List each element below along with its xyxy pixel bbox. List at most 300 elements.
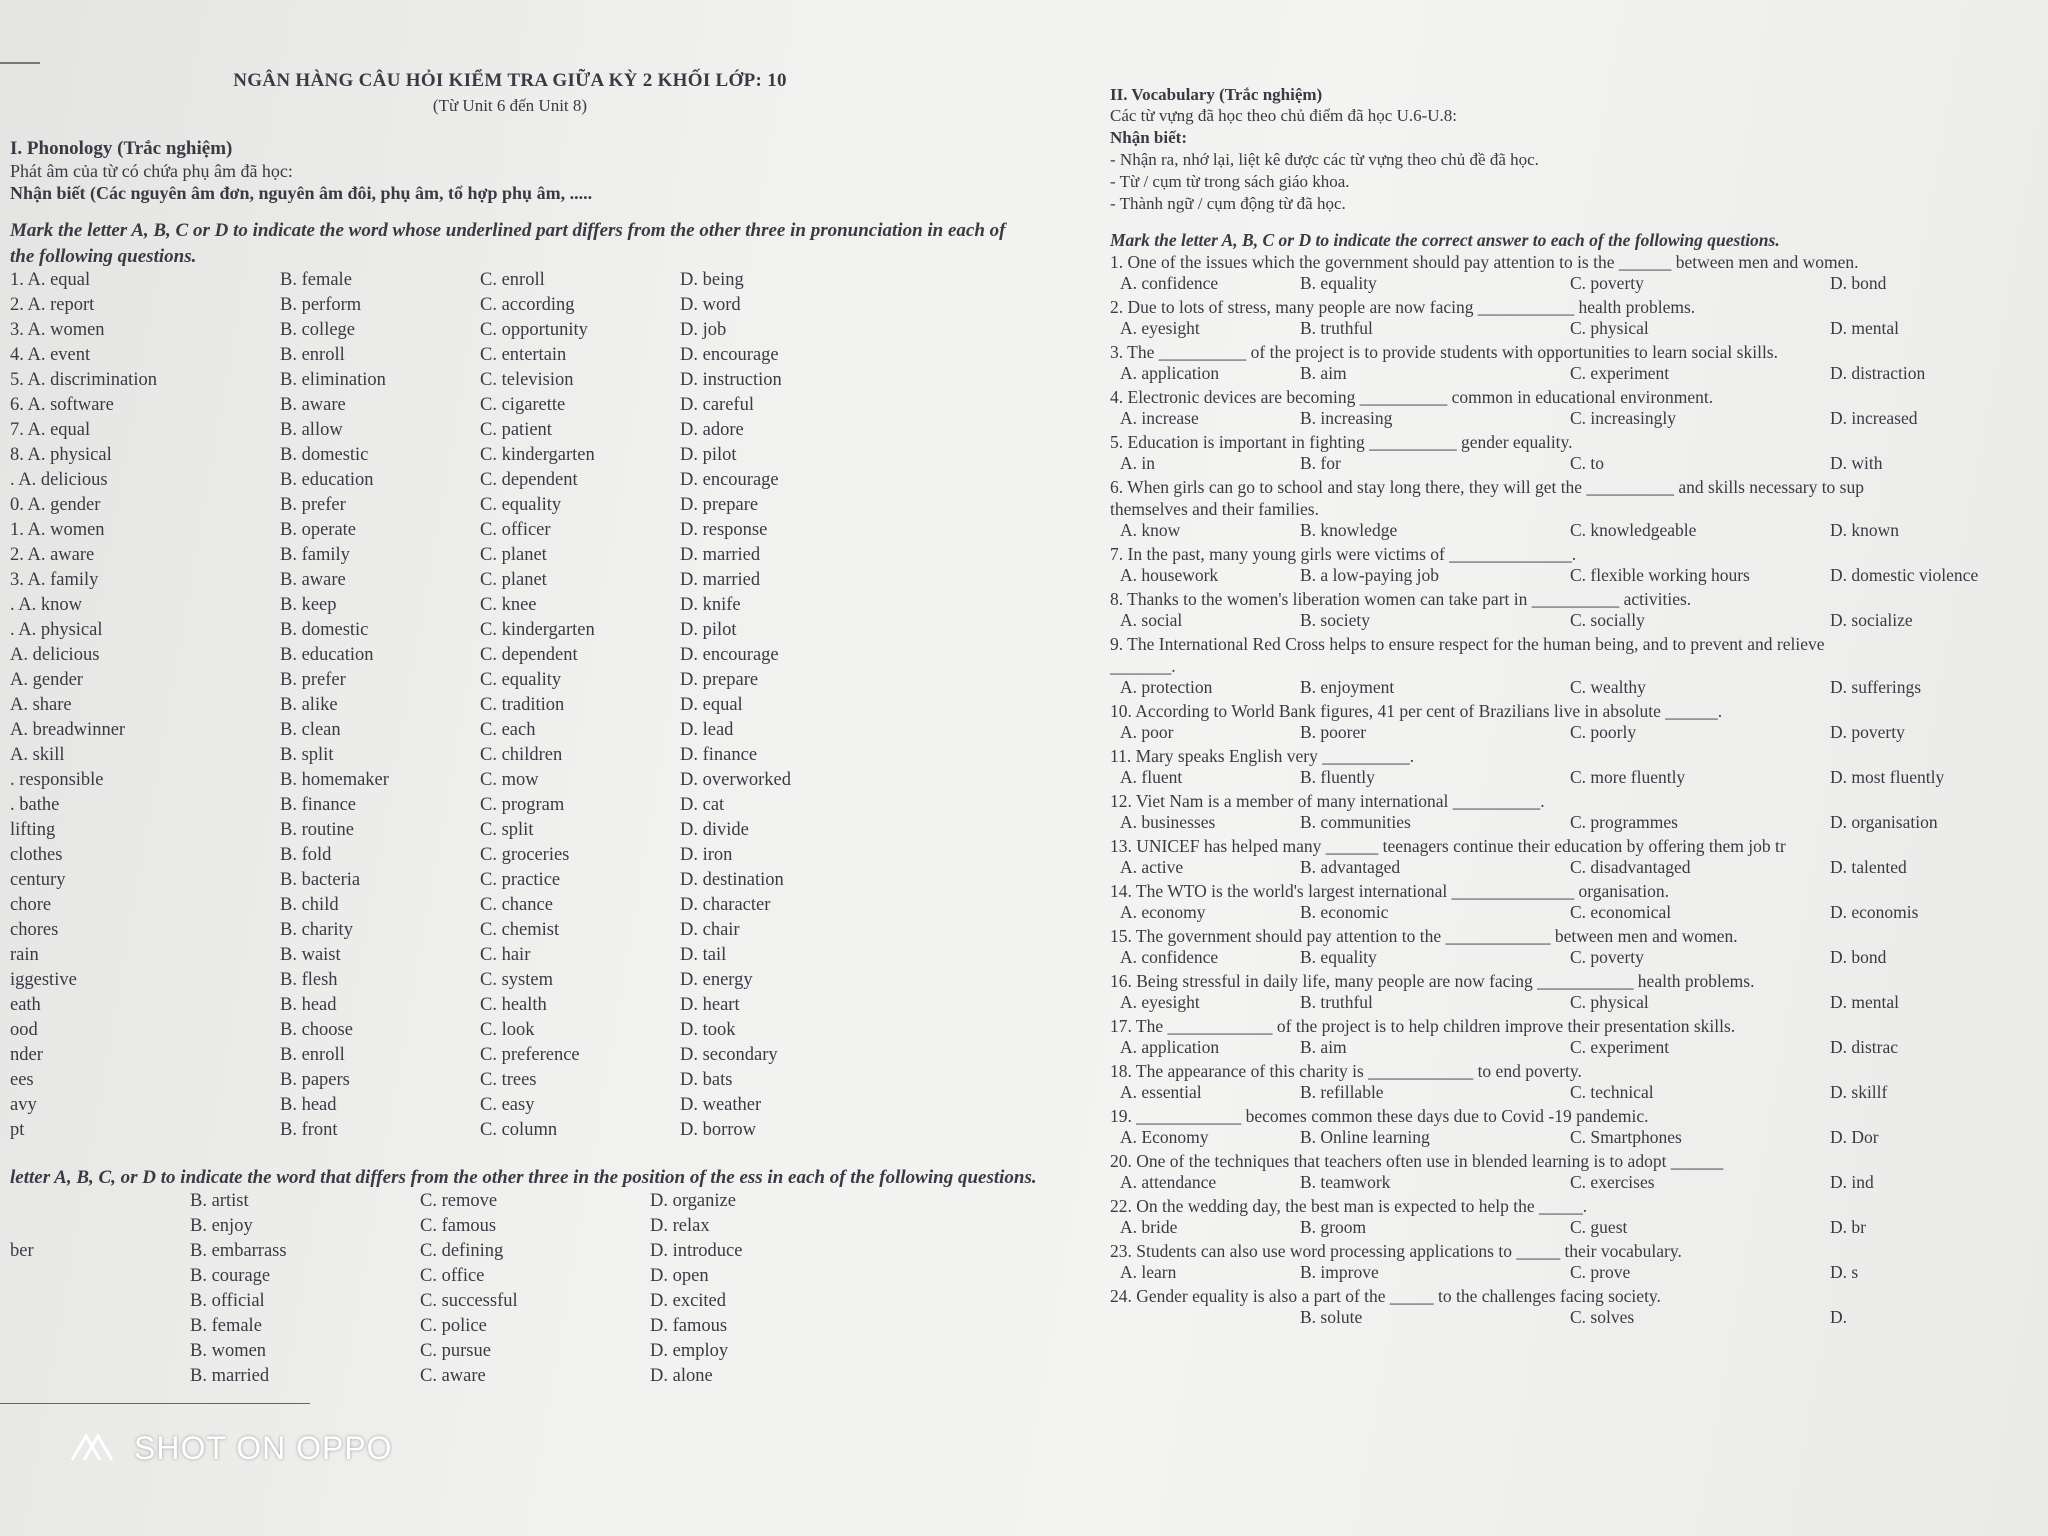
option-c: C. column — [480, 1120, 558, 1140]
option-c: C. prove — [1570, 1262, 1631, 1282]
option-c: C. programmes — [1570, 812, 1678, 832]
option-d: D. open — [650, 1266, 709, 1286]
option-b: B. flesh — [280, 970, 338, 990]
option-d: D. heart — [680, 995, 740, 1015]
option-b: B. routine — [280, 820, 354, 840]
vocabulary-question — [1110, 1105, 2048, 1150]
pronunciation-question — [10, 745, 1090, 770]
option-c: C. physical — [1570, 992, 1649, 1012]
question-stem: 17. The ____________ of the project is to help children improve their presentation skills. — [1110, 1016, 1736, 1036]
option-b: B. courage — [190, 1266, 271, 1286]
question-stem: 9. The International Red Cross helps to ensure respect for the human being, and to prevent and relieve — [1110, 634, 1825, 654]
option-b: B. official — [190, 1291, 265, 1311]
pronunciation-question — [10, 1070, 1090, 1095]
option-a: 1. A. women — [10, 520, 105, 540]
answer-options — [1110, 318, 2048, 341]
option-c: C. knowledgeable — [1570, 520, 1697, 540]
answer-options — [1110, 947, 2048, 970]
option-c: C. experiment — [1570, 1037, 1670, 1057]
option-d: D. introduce — [650, 1241, 743, 1261]
corner-mark — [0, 62, 40, 64]
option-a: . A. delicious — [10, 470, 108, 490]
option-d: D. instruction — [680, 370, 782, 390]
exam-subtitle: (Từ Unit 6 đến Unit 8) — [432, 96, 588, 115]
option-c: C. Smartphones — [1570, 1127, 1682, 1147]
vocabulary-question-list — [1110, 251, 2048, 1330]
option-d: D. married — [680, 570, 761, 590]
option-b: B. teamwork — [1300, 1172, 1391, 1192]
option-a: 4. A. event — [10, 345, 91, 365]
option-b: B. domestic — [280, 620, 369, 640]
question-stem: 7. In the past, many young girls were victims of ______________. — [1110, 544, 1577, 564]
vocabulary-question — [1110, 341, 2048, 386]
question-stem: 2. Due to lots of stress, many people are now facing ___________ health problems. — [1110, 297, 1696, 317]
vocabulary-question — [1110, 633, 2048, 700]
option-c: C. wealthy — [1570, 677, 1646, 697]
option-d: D. word — [680, 295, 741, 315]
option-a: lifting — [10, 820, 56, 840]
answer-options — [1110, 902, 2048, 925]
vocabulary-line5: - Thành ngữ / cụm động từ đã học. — [1110, 194, 1346, 213]
right-column — [1110, 85, 2048, 1330]
pronunciation-question — [10, 970, 1090, 995]
option-a: A. skill — [10, 745, 65, 765]
option-b: B. waist — [280, 945, 341, 965]
option-d: D. prepare — [680, 495, 759, 515]
answer-options — [1110, 453, 2048, 476]
option-c: C. according — [480, 295, 575, 315]
option-c: C. dependent — [480, 645, 578, 665]
option-c: C. aware — [420, 1366, 486, 1386]
option-d: D. most fluently — [1830, 767, 1945, 787]
question-stem: 3. The __________ of the project is to provide students with opportunities to learn social skills. — [1110, 342, 1778, 362]
pronunciation-question — [10, 295, 1090, 320]
option-b: B. refillable — [1300, 1082, 1384, 1102]
option-d: D. being — [680, 270, 744, 290]
option-b: B. aware — [280, 570, 346, 590]
answer-options — [1110, 520, 2048, 543]
option-b: B. college — [280, 320, 356, 340]
option-a: 8. A. physical — [10, 445, 112, 465]
option-d: D. skillf — [1830, 1082, 1888, 1102]
stress-question — [10, 1191, 1090, 1216]
pronunciation-question — [10, 920, 1090, 945]
option-d: D. relax — [650, 1216, 710, 1236]
option-b: B. improve — [1300, 1262, 1379, 1282]
answer-options — [1110, 565, 2048, 588]
option-b: B. choose — [280, 1020, 353, 1040]
pronunciation-question — [10, 370, 1090, 395]
answer-options — [1110, 1307, 2048, 1330]
option-a: nder — [10, 1045, 43, 1065]
question-stem: 24. Gender equality is also a part of the _____ to the challenges facing society. — [1110, 1286, 1661, 1306]
stress-question — [10, 1291, 1090, 1316]
option-b: B. finance — [280, 795, 357, 815]
option-c: C. planet — [480, 570, 547, 590]
option-b: B. embarrass — [190, 1241, 287, 1261]
pronunciation-question — [10, 445, 1090, 470]
option-d: D. destination — [680, 870, 784, 890]
option-a: . bathe — [10, 795, 60, 815]
option-d: D. talented — [1830, 857, 1907, 877]
option-b: B. head — [280, 995, 337, 1015]
option-a: 7. A. equal — [10, 420, 91, 440]
option-b: B. enroll — [280, 1045, 345, 1065]
question-stem: 11. Mary speaks English very __________. — [1110, 746, 1415, 766]
option-d: D. borrow — [680, 1120, 757, 1140]
option-b: B. truthful — [1300, 992, 1373, 1012]
option-c: C. look — [480, 1020, 535, 1040]
option-a: A. application — [1120, 363, 1220, 383]
question-stem: 23. Students can also use word processing applications to _____ their vocabulary. — [1110, 1241, 1682, 1261]
option-d: D. sufferings — [1830, 677, 1922, 697]
exam-title: NGÂN HÀNG CÂU HỎI KIỂM TRA GIỮA KỲ 2 KHỐI LỚP: 10 — [233, 70, 787, 91]
option-b: B. women — [190, 1341, 267, 1361]
pronunciation-question — [10, 1045, 1090, 1070]
option-a: A. essential — [1120, 1082, 1202, 1102]
option-b: B. education — [280, 470, 374, 490]
pronunciation-question — [10, 1020, 1090, 1045]
pronunciation-question — [10, 395, 1090, 420]
option-b: B. education — [280, 645, 374, 665]
option-b: B. operate — [280, 520, 357, 540]
option-a: A. active — [1120, 857, 1184, 877]
option-c: C. guest — [1570, 1217, 1628, 1237]
option-c: C. groceries — [480, 845, 570, 865]
option-c: C. physical — [1570, 318, 1649, 338]
option-c: C. preference — [480, 1045, 580, 1065]
option-d: D. bats — [680, 1070, 733, 1090]
option-b: B. bacteria — [280, 870, 361, 890]
answer-options — [1110, 677, 2048, 700]
pronunciation-question — [10, 520, 1090, 545]
option-d: D. poverty — [1830, 722, 1905, 742]
option-a: rain — [10, 945, 39, 965]
option-c: C. pursue — [420, 1341, 491, 1361]
pronunciation-question — [10, 945, 1090, 970]
answer-options — [1110, 1217, 2048, 1240]
option-d: D. bond — [1830, 273, 1887, 293]
option-a: pt — [10, 1120, 25, 1140]
option-b: B. fold — [280, 845, 332, 865]
phonology-line2: Nhận biết (Các nguyên âm đơn, nguyên âm đôi, phụ âm, tổ hợp phụ âm, ..... — [10, 183, 593, 203]
option-a: A. housework — [1120, 565, 1219, 585]
option-d: D. mental — [1830, 318, 1900, 338]
option-d: D. organisation — [1830, 812, 1938, 832]
option-a: avy — [10, 1095, 37, 1115]
option-d: D. character — [680, 895, 771, 915]
option-d: D. response — [680, 520, 768, 540]
option-d: D. divide — [680, 820, 749, 840]
pronunciation-question — [10, 320, 1090, 345]
option-d: D. lead — [680, 720, 734, 740]
option-c: C. cigarette — [480, 395, 566, 415]
option-a: A. eyesight — [1120, 318, 1200, 338]
vocabulary-question — [1110, 970, 2048, 1015]
pronunciation-question — [10, 995, 1090, 1020]
option-b: B. homemaker — [280, 770, 389, 790]
option-c: C. socially — [1570, 610, 1645, 630]
answer-options — [1110, 1037, 2048, 1060]
option-a: A. protection — [1120, 677, 1213, 697]
option-b: B. solute — [1300, 1307, 1363, 1327]
option-b: B. economic — [1300, 902, 1389, 922]
pronunciation-question — [10, 420, 1090, 445]
option-c: C. poorly — [1570, 722, 1637, 742]
option-b: B. Online learning — [1300, 1127, 1430, 1147]
left-column — [10, 70, 1090, 1391]
vocabulary-question — [1110, 1285, 2048, 1330]
pronunciation-question — [10, 820, 1090, 845]
option-c: C. chemist — [480, 920, 560, 940]
stress-question-list — [10, 1191, 1090, 1391]
option-a: A. share — [10, 695, 72, 715]
question-stem-continued: themselves and their families. — [1110, 499, 1319, 519]
pronunciation-question — [10, 870, 1090, 895]
option-a: ber — [10, 1241, 34, 1261]
option-a: A. confidence — [1120, 947, 1219, 967]
option-b: B. child — [280, 895, 339, 915]
question-stem: 19. ____________ becomes common these days due to Covid -19 pandemic. — [1110, 1106, 1649, 1126]
vocabulary-question — [1110, 1240, 2048, 1285]
question-stem: 22. On the wedding day, the best man is expected to help the _____. — [1110, 1196, 1588, 1216]
option-c: C. economical — [1570, 902, 1672, 922]
option-a: A. know — [1120, 520, 1181, 540]
option-d: D. job — [680, 320, 727, 340]
question-stem: 14. The WTO is the world's largest international ______________ organisation. — [1110, 881, 1670, 901]
option-d: D. economis — [1830, 902, 1919, 922]
option-a: A. application — [1120, 1037, 1220, 1057]
vocabulary-question — [1110, 1060, 2048, 1105]
option-a: . A. know — [10, 595, 82, 615]
option-c: C. trees — [480, 1070, 537, 1090]
option-a: eath — [10, 995, 41, 1015]
option-a: 6. A. software — [10, 395, 114, 415]
option-b: B. female — [280, 270, 352, 290]
option-c: C. famous — [420, 1216, 497, 1236]
vocabulary-question — [1110, 296, 2048, 341]
option-b: B. communities — [1300, 812, 1411, 832]
pronunciation-question — [10, 545, 1090, 570]
option-b: B. aim — [1300, 1037, 1347, 1057]
option-c: C. to — [1570, 453, 1605, 473]
pronunciation-question — [10, 1095, 1090, 1120]
option-a: chore — [10, 895, 52, 915]
option-d: D. mental — [1830, 992, 1900, 1012]
option-b: B. knowledge — [1300, 520, 1398, 540]
option-c: C. equality — [480, 670, 562, 690]
option-d: D. distraction — [1830, 363, 1926, 383]
option-b: B. aware — [280, 395, 346, 415]
option-c: C. disadvantaged — [1570, 857, 1691, 877]
option-a: A. in — [1120, 453, 1155, 473]
vocabulary-question — [1110, 790, 2048, 835]
answer-options — [1110, 1172, 2048, 1195]
vocabulary-question — [1110, 745, 2048, 790]
option-c: C. officer — [480, 520, 551, 540]
option-d: D. distrac — [1830, 1037, 1899, 1057]
option-b: B. advantaged — [1300, 857, 1401, 877]
option-b: B. female — [190, 1316, 262, 1336]
option-b: B. society — [1300, 610, 1370, 630]
option-b: B. equality — [1300, 947, 1377, 967]
option-b: B. a low-paying job — [1300, 565, 1440, 585]
option-d: D. excited — [650, 1291, 727, 1311]
option-c: C. opportunity — [480, 320, 588, 340]
option-b: B. clean — [280, 720, 341, 740]
vocabulary-heading: II. Vocabulary (Trắc nghiệm) — [1110, 85, 1323, 104]
option-b: B. keep — [280, 595, 337, 615]
option-a: A. increase — [1120, 408, 1199, 428]
option-c: C. defining — [420, 1241, 504, 1261]
option-a: 0. A. gender — [10, 495, 101, 515]
option-b: B. head — [280, 1095, 337, 1115]
option-d: D. encourage — [680, 345, 779, 365]
option-b: B. groom — [1300, 1217, 1367, 1237]
option-a: A. businesses — [1120, 812, 1216, 832]
option-d: D. s — [1830, 1262, 1859, 1282]
option-a: iggestive — [10, 970, 77, 990]
option-b: B. alike — [280, 695, 338, 715]
vocabulary-line4: - Từ / cụm từ trong sách giáo khoa. — [1110, 172, 1350, 191]
pronunciation-question — [10, 770, 1090, 795]
vocabulary-question — [1110, 431, 2048, 476]
option-b: B. artist — [190, 1191, 249, 1211]
question-stem: 5. Education is important in fighting __________ gender equality. — [1110, 432, 1573, 452]
question-stem: 6. When girls can go to school and stay long there, they will get the __________ and skills necessary to sup — [1110, 477, 1864, 497]
option-c: C. successful — [420, 1291, 518, 1311]
answer-options — [1110, 812, 2048, 835]
pronunciation-question — [10, 345, 1090, 370]
option-b: B. poorer — [1300, 722, 1367, 742]
question-stem: 1. One of the issues which the government should pay attention to is the ______ between men and women. — [1110, 252, 1859, 272]
option-d: D. Dor — [1830, 1127, 1879, 1147]
option-d: D. iron — [680, 845, 733, 865]
option-d: D. careful — [680, 395, 754, 415]
option-b: B. equality — [1300, 273, 1377, 293]
option-b: B. truthful — [1300, 318, 1373, 338]
answer-options — [1110, 363, 2048, 386]
option-a: clothes — [10, 845, 63, 865]
pronunciation-question-list — [10, 270, 1090, 1145]
option-c: C. office — [420, 1266, 485, 1286]
option-d: D. tail — [680, 945, 727, 965]
option-a: A. confidence — [1120, 273, 1219, 293]
option-d: D. finance — [680, 745, 758, 765]
option-c: C. remove — [420, 1191, 498, 1211]
option-b: B. front — [280, 1120, 338, 1140]
option-a: 3. A. family — [10, 570, 99, 590]
stress-instruction: letter A, B, C, or D to indicate the word that differs from the other three in the position of the ess in each of the following questions. — [10, 1167, 1037, 1188]
option-c: C. experiment — [1570, 363, 1670, 383]
answer-options — [1110, 1082, 2048, 1105]
pronunciation-question — [10, 695, 1090, 720]
option-c: C. increasingly — [1570, 408, 1676, 428]
vocabulary-question — [1110, 476, 2048, 543]
option-b: B. family — [280, 545, 350, 565]
option-d: D. prepare — [680, 670, 759, 690]
stress-question — [10, 1266, 1090, 1291]
option-c: C. technical — [1570, 1082, 1654, 1102]
phonology-line1: Phát âm của từ có chứa phụ âm đã học: — [10, 161, 293, 181]
option-d: D. weather — [680, 1095, 762, 1115]
option-d: D. encourage — [680, 645, 779, 665]
option-b: B. enjoy — [190, 1216, 253, 1236]
option-d: D. adore — [680, 420, 744, 440]
option-b: B. perform — [280, 295, 362, 315]
option-b: B. papers — [280, 1070, 350, 1090]
option-a: 2. A. report — [10, 295, 95, 315]
pronunciation-question — [10, 470, 1090, 495]
option-c: C. kindergarten — [480, 445, 595, 465]
vocabulary-instruction: Mark the letter A, B, C or D to indicate the correct answer to each of the following questions. — [1110, 230, 1780, 250]
pronunciation-question — [10, 620, 1090, 645]
question-stem: 16. Being stressful in daily life, many people are now facing ___________ health problems. — [1110, 971, 1755, 991]
option-b: B. enroll — [280, 345, 345, 365]
phonology-instruction: Mark the letter A, B, C or D to indicate the word whose underlined part differs from the other three in pronunciation in each of the following questions. — [10, 220, 1006, 267]
option-c: C. hair — [480, 945, 531, 965]
stress-question — [10, 1216, 1090, 1241]
option-a: 5. A. discrimination — [10, 370, 157, 390]
option-c: C. practice — [480, 870, 561, 890]
option-c: C. chance — [480, 895, 553, 915]
pronunciation-question — [10, 895, 1090, 920]
option-d: D. energy — [680, 970, 753, 990]
option-c: C. split — [480, 820, 534, 840]
option-c: C. poverty — [1570, 273, 1644, 293]
option-d: D. with — [1830, 453, 1883, 473]
answer-options — [1110, 1262, 2048, 1285]
option-c: C. program — [480, 795, 565, 815]
pronunciation-question — [10, 845, 1090, 870]
option-d: D. — [1830, 1307, 1848, 1327]
option-c: C. television — [480, 370, 574, 390]
vocabulary-line3: - Nhận ra, nhớ lại, liệt kê được các từ vựng theo chủ đề đã học. — [1110, 150, 1539, 169]
stress-question — [10, 1341, 1090, 1366]
option-d: D. domestic violence — [1830, 565, 1979, 585]
option-d: D. chair — [680, 920, 740, 940]
option-c: C. tradition — [480, 695, 565, 715]
option-d: D. br — [1830, 1217, 1866, 1237]
option-d: D. employ — [650, 1341, 729, 1361]
question-stem-continued: _______. — [1110, 656, 1176, 676]
option-b: B. for — [1300, 453, 1341, 473]
option-a: . responsible — [10, 770, 104, 790]
option-d: D. pilot — [680, 445, 737, 465]
stress-question — [10, 1316, 1090, 1341]
question-stem: 12. Viet Nam is a member of many international __________. — [1110, 791, 1545, 811]
option-c: C. more fluently — [1570, 767, 1686, 787]
vocabulary-question — [1110, 543, 2048, 588]
option-a: A. fluent — [1120, 767, 1183, 787]
option-b: B. domestic — [280, 445, 369, 465]
pronunciation-question — [10, 670, 1090, 695]
vocabulary-question — [1110, 1015, 2048, 1060]
pronunciation-question — [10, 795, 1090, 820]
answer-options — [1110, 857, 2048, 880]
question-stem: 13. UNICEF has helped many ______ teenagers continue their education by offering them job tr — [1110, 836, 1786, 856]
option-c: C. exercises — [1570, 1172, 1655, 1192]
option-b: B. increasing — [1300, 408, 1393, 428]
option-a: ood — [10, 1020, 38, 1040]
vocabulary-question — [1110, 925, 2048, 970]
option-c: C. each — [480, 720, 536, 740]
answer-options — [1110, 610, 2048, 633]
option-a: A. eyesight — [1120, 992, 1200, 1012]
option-a: ees — [10, 1070, 34, 1090]
option-a: A. Economy — [1120, 1127, 1209, 1147]
option-d: D. took — [680, 1020, 736, 1040]
